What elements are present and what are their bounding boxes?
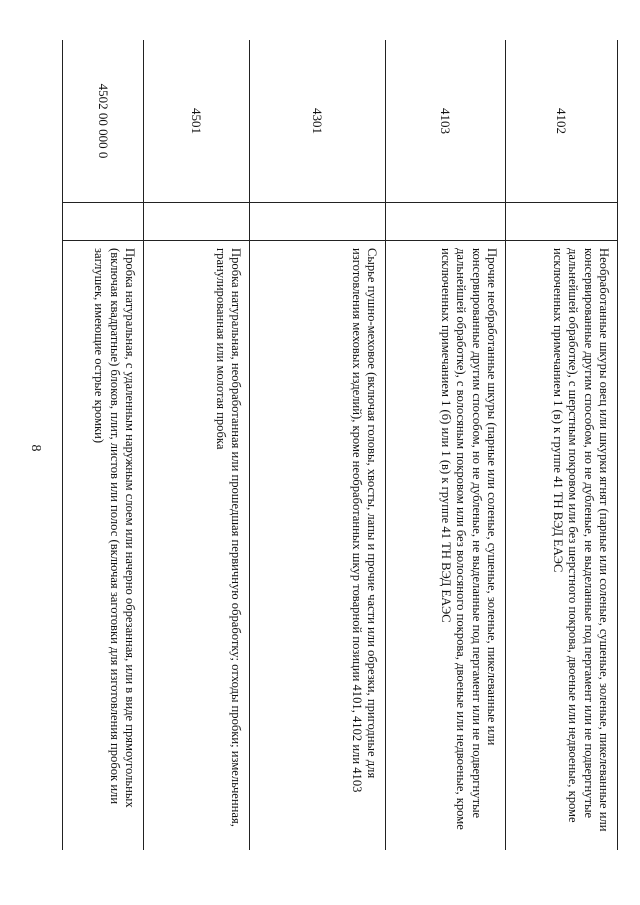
commodity-description: Пробка натуральная, необработанная или прошедшая первичную обработку; отходы пробки; измельченная, гранулированная или молотая пробка [213, 248, 243, 827]
column-divider [63, 240, 143, 241]
column-divider [505, 202, 617, 203]
rotated-page-area [48, 40, 628, 850]
column-divider [385, 240, 505, 241]
commodity-code: 4501 [189, 108, 204, 134]
column-divider [143, 240, 249, 241]
table-row [505, 40, 618, 850]
table-row [62, 40, 144, 850]
column-divider [249, 240, 385, 241]
commodity-description: Сырье пушно-меховое (включая головы, хвосты, лапы и прочие части или обрезки, пригодные для изготовления меховых изделий), кроме необработанных шкур товарной позиции 4101, 4102 или 4103 [349, 248, 379, 793]
column-divider [385, 202, 505, 203]
column-divider [505, 240, 617, 241]
commodity-code: 4103 [438, 108, 453, 134]
column-divider [63, 202, 143, 203]
commodity-code: 4502 00 000 0 [96, 83, 111, 159]
commodity-code: 4301 [310, 108, 325, 134]
table-row [385, 40, 506, 850]
commodity-description: Пробка натуральная, с удаленным наружным слоем или начерно обрезанная, или в виде прямоугольных (включая квадратные) блоков, плит, листов или полос (включая заготовки для изготовления пробок или заглушек, имеющие острые кромки) [92, 248, 137, 808]
column-divider [143, 202, 249, 203]
commodity-description: Прочие необработанные шкуры (парные или соленые, сушеные, золеные, пикелеванные или консервированные другим способом, но не дубленые, не выделанные под пергамент или не подвергнутые дальнейшей обработке), с волосяным покровом или без волосяного покрова, двоеные или недвоеные, кроме исключенных примечанием 1 (б) или 1 (в) к группе 41 ТН ВЭД ЕАЭС [438, 248, 499, 830]
table-row [143, 40, 250, 850]
commodity-description: Необработанные шкуры овец или шкурки ягнят (парные или соленые, сушеные, золеные, пикелеванные или консервированные другим способом, но не дубленые, не выделанные под пергамент или не подвергнутые дальнейшей обработке), с шерстным покровом или без шерстного покрова, двоеные или недвоеные, кроме исключенных примечанием 1 (в) к группе 41 ТН ВЭД ЕАЭС [550, 248, 611, 832]
commodity-table [48, 40, 628, 850]
page-number: 8 [28, 444, 43, 452]
commodity-code: 4102 [554, 108, 569, 134]
table-row [249, 40, 386, 850]
column-divider [249, 202, 385, 203]
